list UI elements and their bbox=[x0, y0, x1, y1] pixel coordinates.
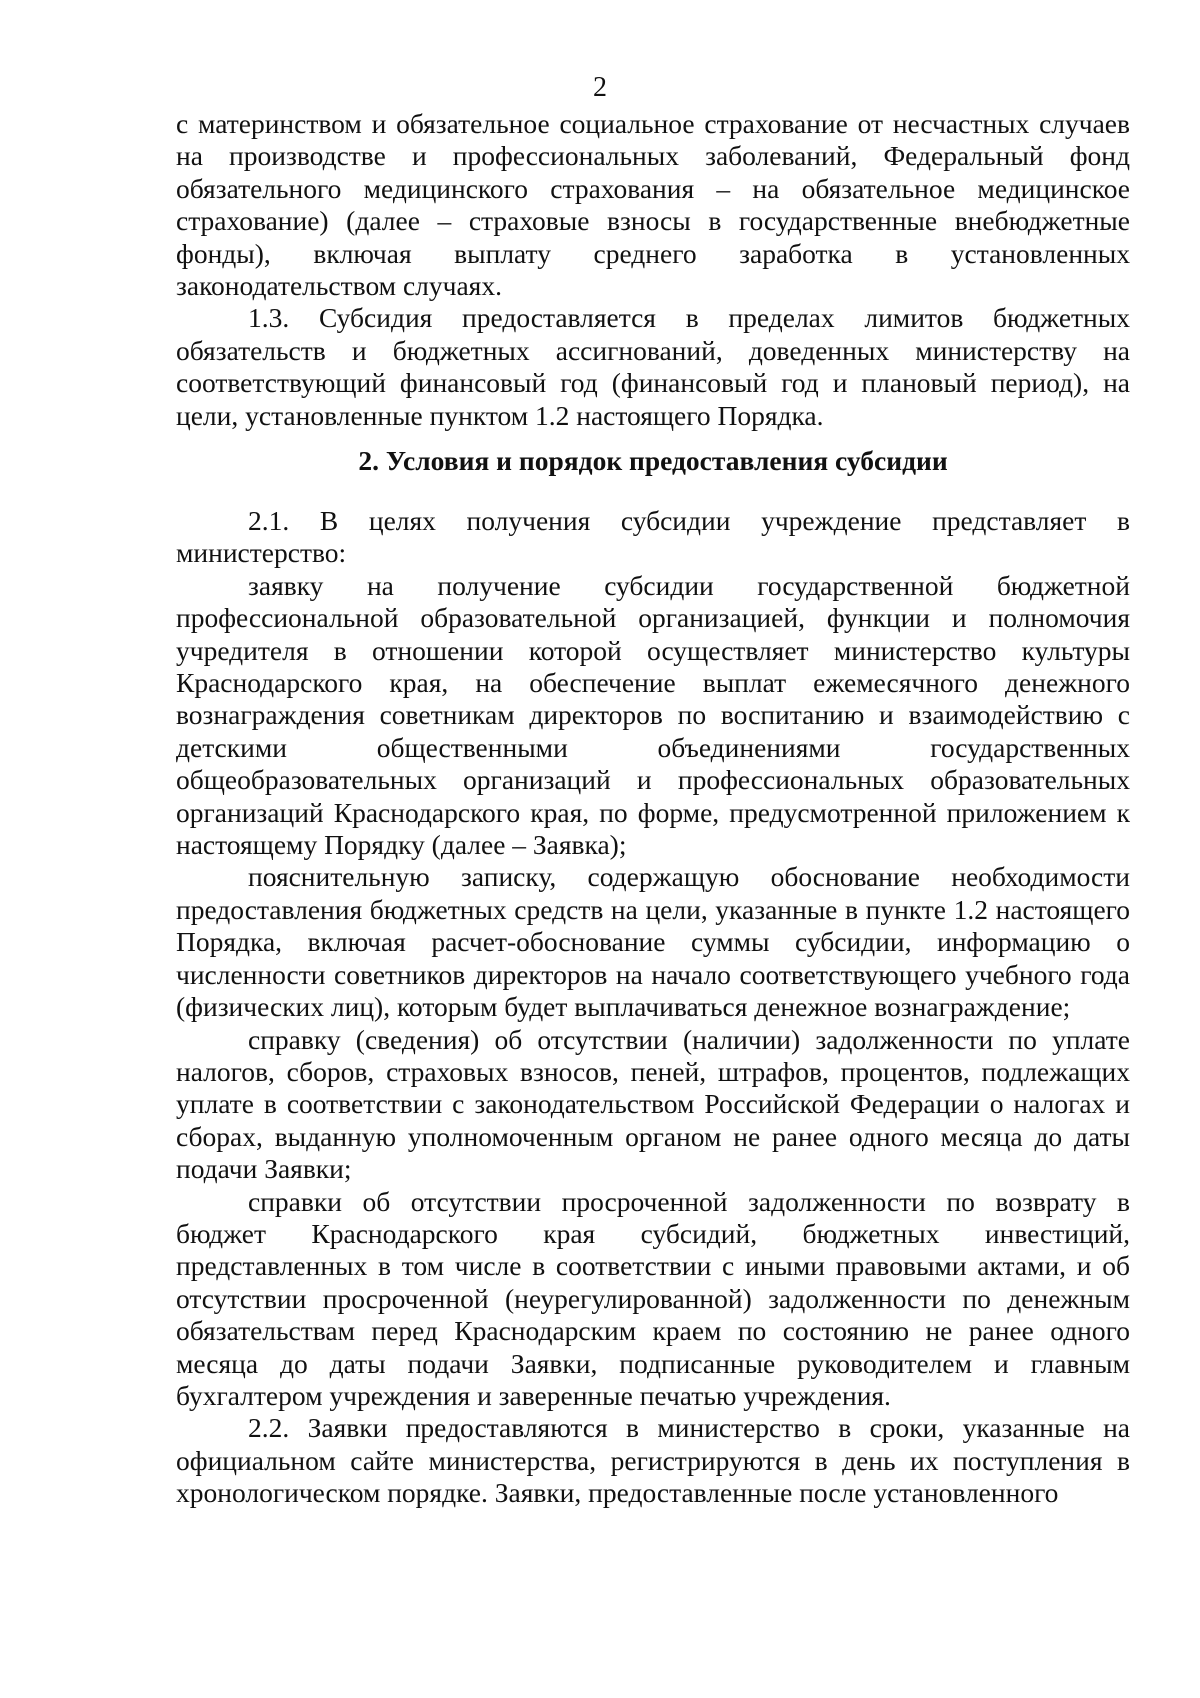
paragraph-1-3: 1.3. Субсидия предоставляется в пределах лимитов бюджетных обязательств и бюджетных ассигнований, доведенных министерству на соответствующий финансовый год (финансовый год и плановый период), на цели, установленные пунктом 1.2 настоящего Порядка. bbox=[176, 302, 1130, 431]
paragraph-continuation: с материнством и обязательное социальное страхование от несчастных случаев на производстве и профессиональных заболеваний, Федеральный фонд обязательного медицинского страхования – на обязательное медицинское страхование) (далее – страховые взносы в государственные внебюджетные фонды), включая выплату среднего заработка в установленных законодательством случаях. bbox=[176, 108, 1130, 302]
section-2-heading: 2. Условия и порядок предоставления субсидии bbox=[358, 445, 948, 476]
list-item-spravka-nalogi: справку (сведения) об отсутствии (наличии) задолженности по уплате налогов, сборов, страховых взносов, пеней, штрафов, процентов, подлежащих уплате в соответствии с законодательством Российской Федерации о налогах и сборах, выданную уполномоченным органом не ранее одного месяца до даты подачи Заявки; bbox=[176, 1023, 1130, 1185]
paragraph-2-2: 2.2. Заявки предоставляются в министерство в сроки, указанные на официальном сайте министерства, регистрируются в день их поступления в хронологическом порядке. Заявки, предоставленные после установленного bbox=[176, 1412, 1130, 1509]
text-block-section2 bbox=[176, 505, 1130, 1510]
list-item-spravki-zadolzhennost: справки об отсутствии просроченной задолженности по возврату в бюджет Краснодарского края субсидий, бюджетных инвестиций, представленных в том числе в соответствии с иными правовыми актами, и об отсутствии просроченной (неурегулированной) задолженности по денежным обязательствам перед Краснодарским краем по состоянию не ранее одного месяца до даты подачи Заявки, подписанные руководителем и главным бухгалтером учреждения и заверенные печатью учреждения. bbox=[176, 1185, 1130, 1411]
text-block-section1 bbox=[176, 108, 1130, 432]
paragraph-2-1: 2.1. В целях получения субсидии учреждение представляет в министерство: bbox=[176, 505, 1130, 569]
list-item-zayavka: заявку на получение субсидии государственной бюджетной профессиональной образовательной организацией, функции и полномочия учредителя в отношении которой осуществляет министерство культуры Краснодарского края, на обеспечение выплат ежемесячного денежного вознаграждения советникам директоров по воспитанию и взаимодействию с детскими общественными объединениями государственных общеобразовательных организаций и профессиональных образовательных организаций Краснодарского края, по форме, предусмотренной приложением к настоящему Порядку (далее – Заявка); bbox=[176, 569, 1130, 861]
page-number: 2 bbox=[593, 72, 607, 103]
list-item-poyasnitelnaya-zapiska: пояснительную записку, содержащую обоснование необходимости предоставления бюджетных средств на цели, указанные в пункте 1.2 настоящего Порядка, включая расчет-обоснование суммы субсидии, информацию о численности советников директоров на начало соответствующего учебного года (физических лиц), которым будет выплачиваться денежное вознаграждение; bbox=[176, 861, 1130, 1023]
